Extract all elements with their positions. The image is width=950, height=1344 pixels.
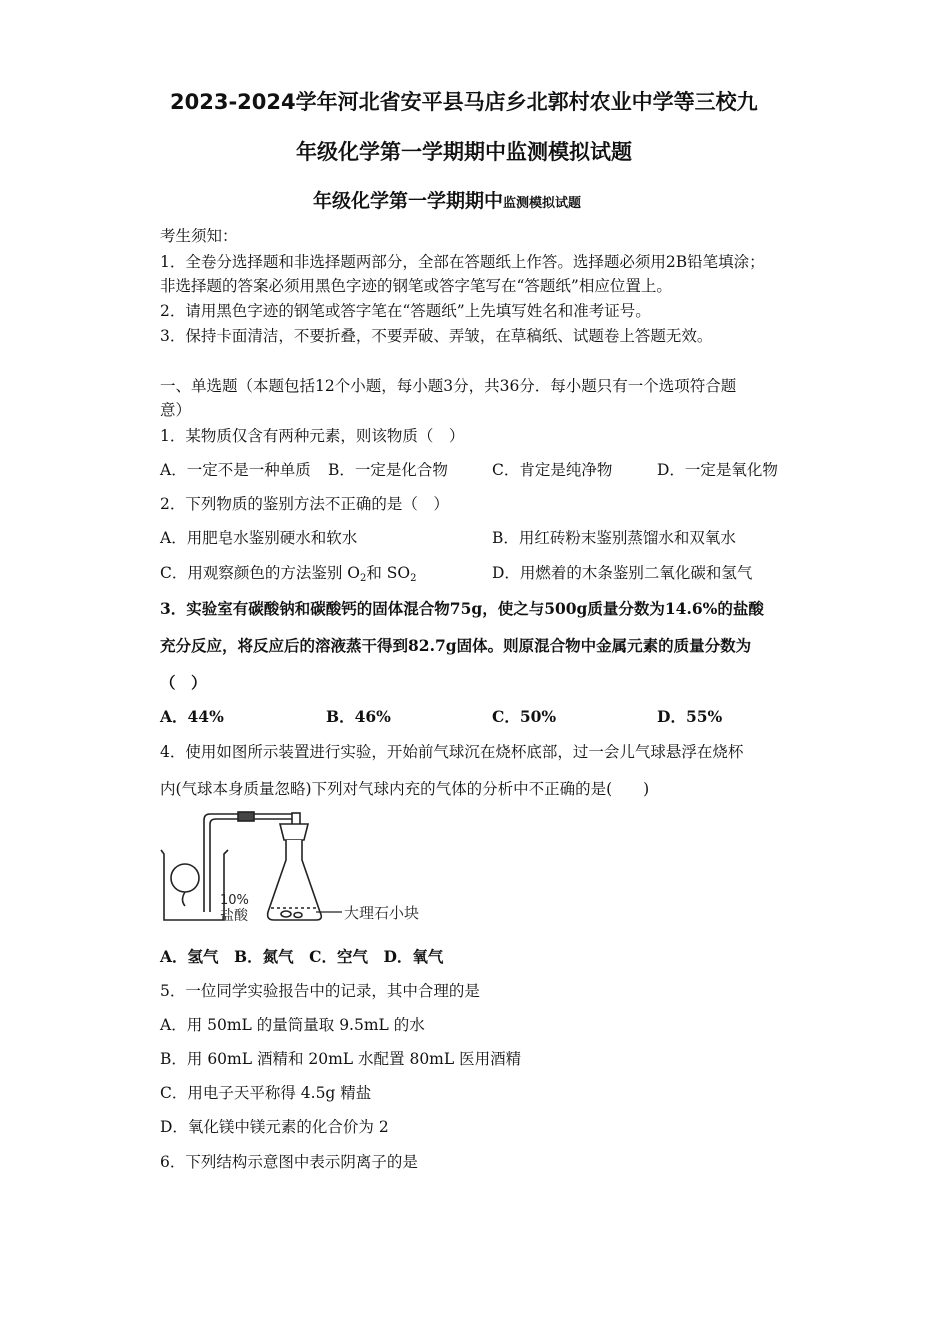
q4-stem: 4．使用如图所示装置进行实验，开始前气球沉在烧杯底部，过一会儿气球悬浮在烧杯	[160, 743, 744, 761]
q1-option-c: C．肯定是纯净物	[492, 461, 613, 479]
q1-option-a: A．一定不是一种单质	[160, 461, 311, 479]
exam-subtitle-main: 年级化学第一学期期中	[313, 190, 504, 212]
q2-option-d: D．用燃着的木条鉴别二氧化碳和氢气	[492, 564, 753, 582]
q3-stem-blank: （ ）	[160, 673, 207, 692]
q5-option-d: D．氧化镁中镁元素的化合价为 2	[160, 1118, 389, 1136]
exam-title-line1: 2023-2024学年河北省安平县马店乡北郭村农业中学等三校九	[170, 90, 758, 114]
q5-option-a: A．用 50mL 的量筒量取 9.5mL 的水	[160, 1016, 425, 1034]
exam-subtitle	[313, 188, 581, 214]
label-marble: 大理石小块	[344, 904, 420, 922]
q3-option-d: D．55%	[657, 707, 723, 726]
notice-item-3: 3．保持卡面清洁，不要折叠，不要弄破、弄皱，在草稿纸、试题卷上答题无效。	[160, 327, 713, 345]
q4-options: A．氢气 B．氮气 C．空气 D．氧气	[160, 947, 444, 966]
notice-item-1: 1．全卷分选择题和非选择题两部分，全部在答题纸上作答。选择题必须用2B铅笔填涂；	[160, 253, 765, 271]
q2-option-c-mid: 和 SO	[366, 564, 411, 582]
notice-heading: 考生须知：	[160, 227, 238, 245]
q3-option-b: B．46%	[326, 707, 391, 726]
section1-heading-cont: 意）	[160, 401, 192, 419]
q2-option-c-sub1: 2	[360, 573, 367, 584]
q2-option-a: A．用肥皂水鉴别硬水和软水	[160, 529, 358, 547]
stopper	[280, 824, 308, 840]
q5-option-c: C．用电子天平称得 4.5g 精盐	[160, 1084, 372, 1102]
balloon	[171, 864, 199, 892]
q1-option-d: D．一定是氧化物	[657, 461, 778, 479]
q5-option-b: B．用 60mL 酒精和 20mL 水配置 80mL 医用酒精	[160, 1050, 522, 1068]
q2-option-c-sub2: 2	[410, 573, 417, 584]
notice-item-1-cont: 非选择题的答案必须用黑色字迹的钢笔或答字笔写在“答题纸”相应位置上。	[160, 277, 672, 295]
label-percent: 10%	[220, 893, 249, 908]
q3-stem: 3．实验室有碳酸钠和碳酸钙的固体混合物75g，使之与500g质量分数为14.6%的盐酸	[160, 599, 764, 618]
balloon-string	[183, 892, 186, 906]
q5-stem: 5．一位同学实验报告中的记录，其中合理的是	[160, 982, 480, 1000]
q2-option-c-text: C．用观察颜色的方法鉴别 O	[160, 564, 360, 582]
beaker	[161, 850, 228, 920]
q2-option-c	[160, 563, 417, 589]
q1-option-b: B．一定是化合物	[328, 461, 448, 479]
q2-option-b: B．用红砖粉末鉴别蒸馏水和双氧水	[492, 529, 736, 547]
exam-subtitle-small: 监测模拟试题	[503, 196, 582, 211]
label-acid: 盐酸	[220, 908, 248, 924]
section1-heading: 一、单选题（本题包括12个小题，每小题3分，共36分．每小题只有一个选项符合题	[160, 377, 737, 395]
notice-item-2: 2．请用黑色字迹的钢笔或答字笔在“答题纸”上先填写姓名和准考证号。	[160, 302, 651, 320]
q1-stem: 1．某物质仅含有两种元素，则该物质（ ）	[160, 427, 465, 445]
q6-stem: 6．下列结构示意图中表示阴离子的是	[160, 1153, 418, 1171]
q4-stem-cont: 内(气球本身质量忽略)下列对气球内充的气体的分析中不正确的是( )	[160, 780, 650, 798]
exam-title-line2: 年级化学第一学期期中监测模拟试题	[296, 140, 632, 164]
q3-option-a: A．44%	[160, 707, 224, 726]
apparatus-diagram	[158, 808, 448, 930]
q2-stem: 2．下列物质的鉴别方法不正确的是（ ）	[160, 495, 449, 513]
q3-stem-cont: 充分反应，将反应后的溶液蒸干得到82.7g固体。则原混合物中金属元素的质量分数为	[160, 636, 752, 655]
rubber-connector	[238, 812, 254, 821]
q3-option-c: C．50%	[492, 707, 557, 726]
